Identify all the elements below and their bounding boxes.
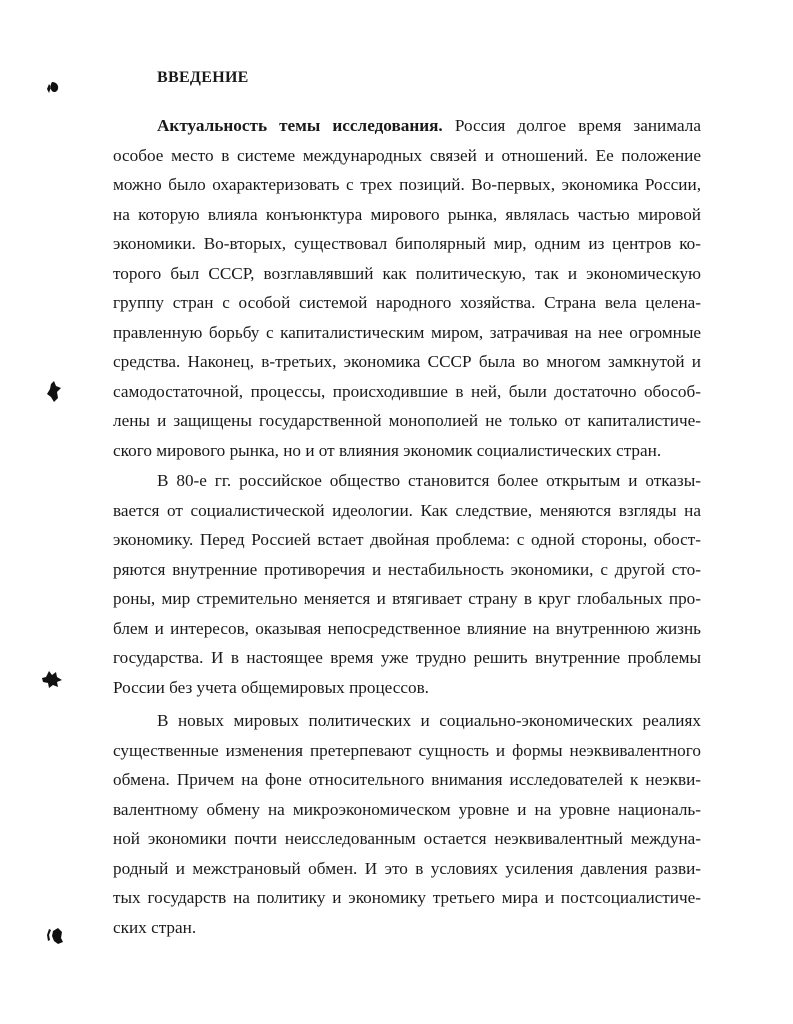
paragraph-line: экономику. Перед Россией встает двойная проблема: с одной стороны, обост- — [113, 530, 701, 549]
paragraph-line: группу стран с особой системой народного хозяйства. Страна вела целена- — [113, 293, 701, 312]
paragraph-eighties — [113, 466, 701, 702]
paragraph-line: вается от социалистической идеологии. Как следствие, меняются взгляды на — [113, 500, 701, 520]
paragraph-line: России без учета общемировых процессов. — [113, 677, 429, 697]
paragraph-line: ряются внутренние противоречия и нестабильность экономики, с другой сто- — [113, 559, 701, 579]
paragraph-line: валентному обмену на микроэкономическом уровне и на уровне националь- — [113, 799, 701, 819]
paragraph-line: экономики. Во-вторых, существовал биполярный мир, одним из центров ко- — [113, 234, 701, 253]
paragraph-exchange — [113, 706, 701, 942]
paragraph-line: В 80-е гг. российское общество становится более открытым и отказы- — [157, 471, 701, 490]
paragraph-line: ских стран. — [113, 917, 197, 937]
paragraph-line: особое место в системе международных связей и отношений. Ее положение — [113, 145, 701, 165]
paragraph-line: на которую влияла конъюнктура мирового рынка, являлась частью мировой — [113, 204, 701, 224]
line-text: Россия долгое время занимала — [442, 116, 701, 135]
paragraph-line: средства. Наконец, в-третьих, экономика СССР была во многом замкнутой и — [113, 352, 701, 371]
paragraph-line: ной экономики почти неисследованным остается неэквивалентный междуна- — [113, 829, 701, 848]
paragraph-line: роны, мир стремительно меняется и втягивает страну в круг глобальных про- — [113, 589, 701, 608]
paragraph-line: самодостаточной, процессы, происходившие в ней, были достаточно обособ- — [113, 381, 701, 401]
paragraph-line: В новых мировых политических и социально-экономических реалиях — [157, 711, 701, 730]
paragraph-relevance — [113, 111, 701, 465]
paragraph-line: родный и межстрановый обмен. И это в условиях усиления давления разви- — [113, 858, 701, 878]
paragraph-line: правленную борьбу с капиталистическим миром, затрачивая на нее огромные — [113, 322, 701, 342]
paragraph-line: блем и интересов, оказывая непосредственное влияние на внутреннюю жизнь — [113, 618, 701, 638]
scan-mark-1 — [44, 79, 62, 97]
paragraph-line — [113, 111, 701, 141]
paragraph-line: обмена. Причем на фоне относительного внимания исследователей к неэкви- — [113, 770, 701, 789]
paragraph-line: торого был СССР, возглавлявший как политическую, так и экономическую — [113, 263, 701, 283]
section-heading: ВВЕДЕНИЕ — [157, 69, 249, 86]
paragraph-line: государства. И в настоящее время уже трудно решить внутренние проблемы — [113, 648, 701, 667]
scan-mark-3 — [40, 668, 64, 690]
paragraph-line: существенные изменения претерпевают сущность и формы неэквивалентного — [113, 740, 701, 760]
paragraph-line: ского мирового рынка, но и от влияния экономик социалистических стран. — [113, 440, 662, 460]
scan-mark-2 — [45, 380, 63, 404]
paragraph-line: можно было охарактеризовать с трех позиций. Во-первых, экономика России, — [113, 175, 701, 194]
paragraph-line: тых государств на политику и экономику третьего мира и постсоциалистиче- — [113, 888, 701, 907]
paragraph-line: лены и защищены государственной монополией не только от капиталистиче- — [113, 411, 701, 430]
scan-mark-4 — [44, 926, 66, 946]
relevance-lead: Актуальность темы исследования. — [157, 116, 443, 135]
